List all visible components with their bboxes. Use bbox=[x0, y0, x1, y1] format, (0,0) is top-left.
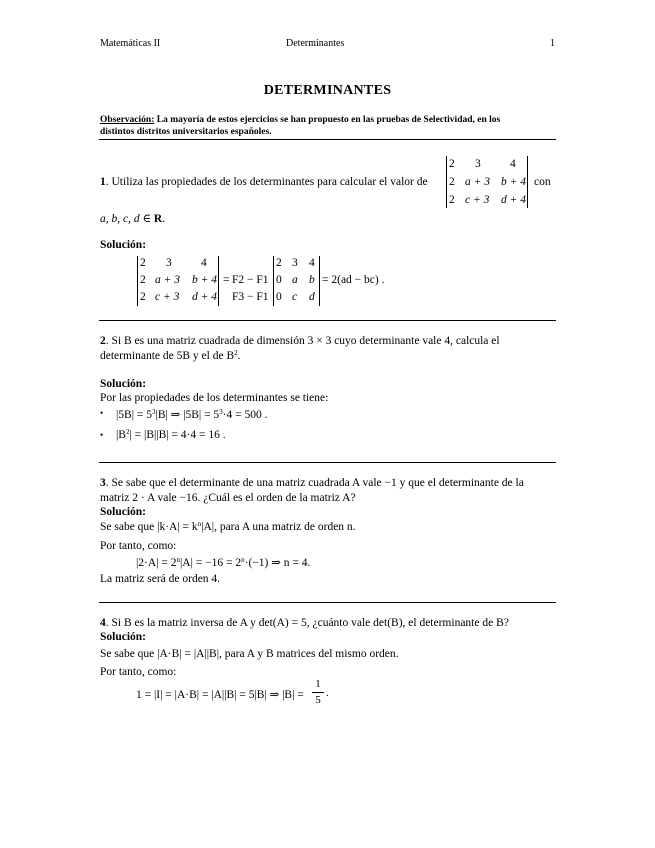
solution-matrix-cell: 4 bbox=[201, 257, 207, 269]
matrix-1-left-bar bbox=[446, 156, 447, 208]
problem-4-equation: 1 = |I| = |A·B| = |A||B| = 5|B| ⇒ |B| = bbox=[136, 689, 304, 701]
eq-part: ·4 = 500 . bbox=[222, 409, 268, 421]
eq-part: |2·A| = 2 bbox=[136, 557, 177, 569]
note-line-1 bbox=[100, 115, 500, 127]
rule-after-problem-3 bbox=[99, 602, 556, 603]
problem-2-number: 2 bbox=[100, 335, 106, 347]
solution-matrix-cell: a + 3 bbox=[155, 274, 181, 286]
rule-after-problem-1 bbox=[99, 320, 556, 321]
fraction-bar bbox=[312, 692, 324, 693]
problem-2-solution-label: Solución: bbox=[100, 378, 147, 390]
problem-4-number: 4 bbox=[100, 617, 106, 629]
solution-matrix-cell: d + 4 bbox=[192, 291, 218, 303]
problem-3-equation bbox=[136, 555, 310, 569]
problem-2-bullet-2 bbox=[100, 429, 103, 441]
superscript: 2 bbox=[125, 428, 130, 436]
problem-2-bullet-1 bbox=[100, 407, 103, 419]
matrix-1-right-bar bbox=[527, 156, 528, 208]
problem-4-therefore: Por tanto, como: bbox=[100, 666, 177, 678]
row-operation: F3 − F1 bbox=[232, 291, 269, 303]
reduced-matrix-cell: 0 bbox=[276, 274, 282, 286]
matrix-1-cell: d + 4 bbox=[501, 194, 527, 206]
solution-matrix-right-bar bbox=[218, 256, 219, 306]
problem-1-result: = 2(ad − bc) . bbox=[322, 274, 385, 286]
reduced-matrix-cell: d bbox=[309, 291, 315, 303]
matrix-1-cell: 4 bbox=[510, 158, 516, 170]
header-left: Matemáticas II bbox=[100, 38, 161, 49]
solution-label-text: Solución bbox=[100, 378, 143, 390]
eq-part: |5B| = 5 bbox=[116, 409, 153, 421]
text-part: , para A una matriz de orden n. bbox=[214, 521, 356, 533]
fraction-numerator: 1 bbox=[315, 678, 321, 690]
eq-part: |B| ⇒ |5B| = 5 bbox=[155, 409, 220, 421]
bullet-icon: • bbox=[100, 430, 104, 440]
solution-matrix-cell: 2 bbox=[140, 257, 146, 269]
problem-2-text: . Si B es una matriz cuadrada de dimensión 3 × 3 cuyo determinante vale 4, calcula el bbox=[105, 335, 500, 347]
problem-3-solution-label: Solución: bbox=[100, 506, 147, 518]
period: . bbox=[237, 350, 241, 362]
matrix-1-cell: b + 4 bbox=[501, 176, 527, 188]
eq-part: |A| = −16 = 2 bbox=[179, 557, 242, 569]
eq-part: |A| bbox=[201, 521, 215, 533]
rule-under-note bbox=[99, 139, 556, 140]
reduced-matrix-right-bar bbox=[319, 256, 320, 306]
reduced-matrix-cell: 3 bbox=[292, 257, 298, 269]
domain-end: . bbox=[162, 213, 166, 225]
text-part: , para A y B matrices del mismo orden. bbox=[219, 648, 399, 660]
note-line-2: distintos distritos universitarios españoles. bbox=[100, 127, 272, 137]
eq-part: |k·A| = k bbox=[157, 521, 198, 533]
problem-3-line-2: matriz 2 · A vale −16. ¿Cuál es el orden de la matriz A? bbox=[100, 492, 356, 504]
superscript: 2 bbox=[234, 349, 238, 357]
problem-2-bullet-2-text bbox=[116, 429, 226, 441]
header-center: Determinantes bbox=[286, 38, 345, 49]
solution-label-text: Solución bbox=[100, 239, 143, 251]
text-part: Se sabe que bbox=[100, 521, 158, 533]
superscript: n bbox=[241, 556, 245, 564]
domain-in: ∈ bbox=[139, 213, 154, 225]
text-part: Se sabe que bbox=[100, 648, 158, 660]
reduced-matrix-cell: 4 bbox=[309, 257, 315, 269]
problem-1-solution-label: Solución: bbox=[100, 239, 147, 251]
header-page-number: 1 bbox=[550, 38, 555, 49]
problem-2-line-1 bbox=[100, 335, 500, 347]
solution-matrix-left-bar bbox=[137, 256, 138, 306]
superscript: n bbox=[176, 556, 180, 564]
problem-1-number: 1 bbox=[100, 176, 106, 188]
matrix-1-cell: 2 bbox=[449, 158, 455, 170]
solution-matrix-cell: b + 4 bbox=[192, 274, 218, 286]
problem-4-rule bbox=[100, 648, 399, 660]
solution-matrix-cell: 2 bbox=[140, 274, 146, 286]
solution-matrix-cell: 2 bbox=[140, 291, 146, 303]
problem-1-text: . Utiliza las propiedades de los determinantes para calcular el valor de bbox=[105, 176, 428, 188]
problem-2-text-2: determinante de 5B y el de B bbox=[100, 350, 235, 362]
matrix-1-cell: c + 3 bbox=[465, 194, 490, 206]
problem-1-con: con bbox=[534, 176, 551, 188]
domain-set: R bbox=[153, 213, 163, 225]
superscript: 3 bbox=[219, 408, 223, 416]
reduced-matrix-cell: a bbox=[292, 274, 298, 286]
row-operation: F2 − F1 bbox=[232, 274, 269, 286]
problem-3-therefore: Por tanto, como: bbox=[100, 540, 177, 552]
problem-3-number: 3 bbox=[100, 477, 106, 489]
note-text-1: La mayoría de estos ejercicios se han propuesto en las pruebas de Selectividad, en los bbox=[154, 115, 501, 125]
problem-3-line-1 bbox=[100, 477, 524, 489]
eq-part: |B bbox=[116, 429, 126, 441]
problem-1-statement bbox=[100, 176, 428, 188]
problem-4-period: . bbox=[326, 687, 329, 699]
problem-3-rule bbox=[100, 521, 356, 533]
eq-part: | = |B||B| = 4·4 = 16 . bbox=[129, 429, 226, 441]
eq-part: ·(−1) ⇒ n = 4. bbox=[244, 557, 311, 569]
solution-matrix-cell: c + 3 bbox=[155, 291, 180, 303]
bullet-icon: • bbox=[100, 408, 104, 418]
reduced-matrix-cell: b bbox=[309, 274, 315, 286]
matrix-1-cell: 2 bbox=[449, 176, 455, 188]
problem-2-intro: Por las propiedades de los determinantes se tiene: bbox=[100, 392, 329, 404]
eq-part: |A·B| = |A||B| bbox=[157, 648, 220, 660]
problem-2-bullet-1-text bbox=[116, 407, 268, 421]
reduced-matrix-cell: 2 bbox=[276, 257, 282, 269]
problem-3-text: . Se sabe que el determinante de una matriz cuadrada A vale −1 y que el determinante de la bbox=[105, 477, 524, 489]
page-title: DETERMINANTES bbox=[263, 83, 392, 98]
reduced-matrix-cell: 0 bbox=[276, 291, 282, 303]
problem-4-text: . Si B es la matriz inversa de A y det(A) = 5, ¿cuánto vale det(B), el determinante de B? bbox=[105, 617, 509, 629]
matrix-1-cell: 2 bbox=[449, 194, 455, 206]
solution-matrix-cell: 3 bbox=[166, 257, 172, 269]
problem-2-line-2 bbox=[100, 350, 241, 362]
equals-sign: = bbox=[223, 274, 230, 286]
reduced-matrix-cell: c bbox=[292, 291, 298, 303]
matrix-1-cell: 3 bbox=[475, 158, 481, 170]
matrix-1-cell: a + 3 bbox=[465, 176, 491, 188]
note-label: Observación: bbox=[100, 115, 155, 125]
reduced-matrix-left-bar bbox=[273, 256, 274, 306]
superscript: n bbox=[197, 520, 202, 528]
rule-after-problem-2 bbox=[99, 462, 556, 463]
superscript: 3 bbox=[152, 408, 156, 416]
domain-vars: a, b, c, d bbox=[100, 213, 140, 225]
problem-3-conclusion: La matriz será de orden 4. bbox=[100, 573, 221, 585]
problem-4-line-1 bbox=[100, 617, 509, 629]
problem-1-domain bbox=[100, 211, 165, 225]
fraction-denominator: 5 bbox=[315, 694, 321, 706]
problem-4-solution-label: Solución: bbox=[100, 631, 147, 643]
